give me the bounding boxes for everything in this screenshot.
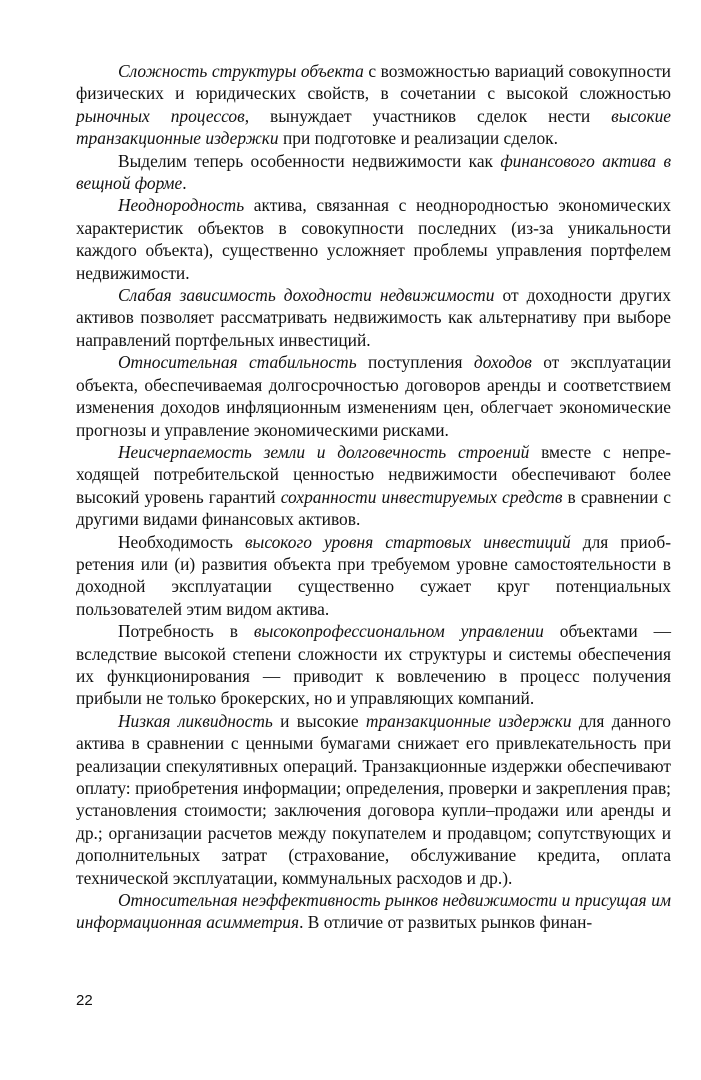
text-run: .: [182, 173, 187, 194]
paragraph: [76, 889, 671, 934]
italic-term: Неоднородность: [118, 195, 245, 216]
text-run: актива, связанная с неоднородностью экономических характеристик объектов в совокупности последних (из-за уникальности каждого объекта), существенно усложняет проблемы управления портфелем недвижимости.: [76, 195, 671, 283]
italic-term: высокие транзакционные издержки: [76, 105, 671, 149]
text-run: для данного актива в сравнении с ценными бумагами снижает его привлекательность при реализации спекулятивных операций. Транзакционные издержки обеспечивают оплату: приобретения информации; определения, проверки и закрепления прав; установления стоимости; заключения договора купли–продажи или аренды и др.; организации расчетов между покупателем и продавцом; сопутствующих и дополнительных затрат (страхование, обслуживание кредита, оплата технической эксплуатации, коммунальных расходов и др.).: [76, 710, 671, 888]
italic-term: Относительная неэффективность рынков недвижимости и присущая им информационная асимметрия: [76, 890, 671, 933]
paragraph: [76, 531, 671, 621]
text-run: при подготовке и реализации сделок.: [278, 128, 558, 149]
italic-term: транзакционные издержки: [365, 710, 572, 731]
text-run: в сравнении с другими видами финансовых активов.: [76, 486, 671, 530]
italic-term: Неисчерпаемость земли и долговечность строений: [118, 441, 530, 462]
text-run: от доходности других активов позволяет рассматривать недвижимость как альтернативу при выборе направлений портфельных инвестиций.: [76, 285, 671, 350]
text-run: для приобретения или (и) развития объекта при требуемом уровне самостоятельности в доходной эксплуатации существенно сужает круг потенциальных пользователей этим видом актива.: [76, 531, 672, 619]
text-run: Потребность в: [118, 621, 254, 642]
italic-term: рыночных процессов: [76, 105, 245, 126]
text-run: поступления: [356, 352, 474, 373]
page-number: 22: [76, 992, 93, 1009]
text-run: с возможностью вариаций совокупности физических и юридических свойств, в сочетании с высокой сложностью: [76, 61, 671, 104]
paragraph: [76, 150, 671, 195]
italic-term: доходов: [473, 352, 532, 373]
text-run: объектами — вследствие высокой степени сложности их структуры и системы обеспечения их функционирования — приводит к вовлечению в процесс получения прибыли не только брокерских, но и управляющих компаний.: [76, 621, 671, 709]
text-run: и высокие: [272, 710, 366, 731]
paragraph: [76, 194, 671, 284]
text-run: Необходимость: [118, 531, 245, 552]
italic-term: Слабая зависимость доходности недвижимости: [118, 285, 495, 306]
paragraph: [76, 284, 671, 351]
paragraph: [76, 351, 671, 441]
text-run: , вынуждает участников сделок нести: [244, 105, 612, 126]
italic-term: сохранности инвестируемых средств: [280, 486, 563, 507]
body-text: [76, 60, 671, 934]
italic-term: высокого уровня стартовых инвестиций: [245, 531, 571, 552]
italic-term: высокопрофессиональном управлении: [253, 621, 544, 642]
paragraph: [76, 620, 671, 710]
text-run: от эксплуатации объекта, обеспечиваемая долгосрочностью договоров аренды и соответствием изменения доходов инфляционным изменениям цен, облегчает экономические прогнозы и управление экономическими рисками.: [76, 352, 671, 440]
paragraph: [76, 60, 671, 150]
paragraph: [76, 441, 671, 531]
paragraph: [76, 710, 671, 889]
italic-term: финансового актива в вещной форме: [76, 150, 671, 194]
text-run: вместе с непреходящей потребительской ценностью недвижимости обеспечивают более высокий уровень гарантий: [76, 441, 672, 507]
text-run: . В отличие от развитых рынков финан-: [299, 912, 593, 933]
text-run: Выделим теперь особенности недвижимости как: [118, 150, 501, 171]
italic-term: Сложность структуры объекта: [118, 61, 364, 81]
italic-term: Низкая ликвидность: [118, 710, 273, 731]
italic-term: Относительная стабильность: [118, 352, 357, 373]
